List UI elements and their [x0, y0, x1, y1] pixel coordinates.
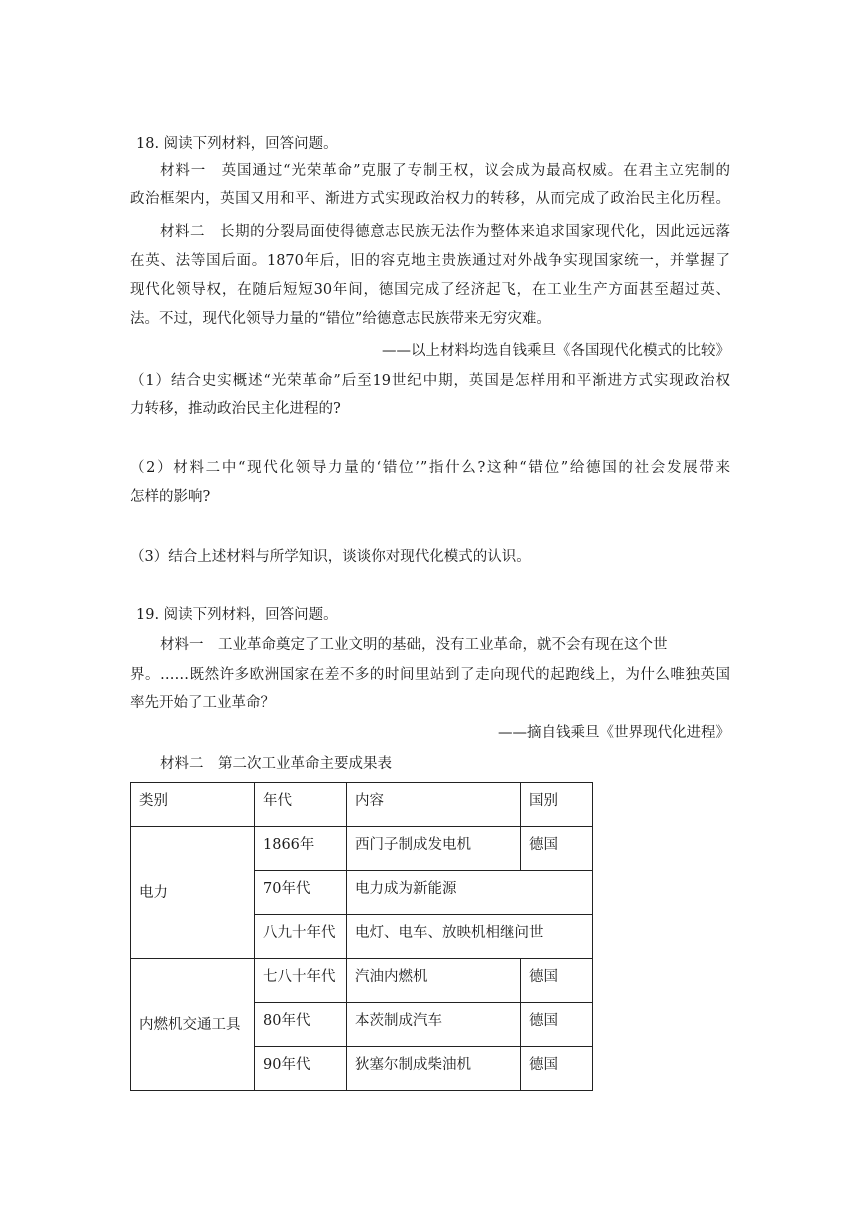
q18-subquestion-2-line1: （2）材料二中“现代化领导力量的‘错位’”指什么?这种“错位”给德国的社会发展带来 [130, 460, 730, 476]
q18-material1-line2: 政治框架内，英国又用和平、渐进方式实现政治权力的转移，从而完成了政治民主化历程。 [130, 191, 730, 207]
content-cell: 电灯、电车、放映机相继问世 [347, 915, 593, 959]
country-cell: 德国 [521, 1003, 593, 1047]
content-cell: 本茨制成汽车 [347, 1003, 521, 1047]
header-era: 年代 [255, 783, 347, 827]
era-cell: 80年代 [255, 1003, 347, 1047]
q18-material2-line4: 法。不过，现代化领导力量的“错位”给德意志民族带来无穷灾难。 [130, 311, 551, 327]
q18-material2-line2: 在英、法等国后面。1870年后，旧的容克地主贵族通过对外战争实现国家统一，并掌握了 [130, 253, 730, 269]
q19-material2-title: 材料二 第二次工业革命主要成果表 [160, 756, 392, 772]
q18-subquestion-1-line2: 力转移，推动政治民主化进程的? [130, 401, 341, 417]
header-category: 类别 [131, 783, 255, 827]
era-cell: 70年代 [255, 871, 347, 915]
q18-material2-line1: 材料二 长期的分裂局面使得德意志民族无法作为整体来追求国家现代化，因此远远落 [160, 224, 730, 240]
q18-material2-line3: 现代化领导权，在随后短短30年间，德国完成了经济起飞，在工业生产方面甚至超过英、 [130, 282, 730, 298]
q19-material1-line3: 率先开始了工业革命？ [130, 695, 275, 711]
table-row [131, 827, 593, 871]
country-cell: 德国 [521, 1047, 593, 1091]
era-cell: 90年代 [255, 1047, 347, 1091]
q18-material1-line1: 材料一 英国通过“光荣革命”克服了专制王权，议会成为最高权威。在君主立宪制的 [160, 163, 730, 179]
content-cell: 狄塞尔制成柴油机 [347, 1047, 521, 1091]
table-header-row [131, 783, 593, 827]
q19-material1-line1: 材料一 工业革命奠定了工业文明的基础，没有工业革命，就不会有现在这个世 [160, 637, 668, 653]
era-cell: 1866年 [255, 827, 347, 871]
q18-subquestion-1-line1: （1）结合史实概述“光荣革命”后至19世纪中期，英国是怎样用和平渐进方式实现政治权 [130, 373, 730, 389]
content-cell: 汽油内燃机 [347, 959, 521, 1003]
country-cell: 德国 [521, 959, 593, 1003]
q18-heading: 18. 阅读下列材料，回答问题。 [136, 136, 338, 152]
results-table [130, 782, 593, 1091]
q18-subquestion-3: （3）结合上述材料与所学知识，谈谈你对现代化模式的认识。 [130, 549, 531, 565]
q18-source: ——以上材料均选自钱乘旦《各国现代化模式的比较》 [382, 343, 730, 359]
q19-material1-line2: 界。……既然许多欧洲国家在差不多的时间里站到了走向现代的起跑线上，为什么唯独英国 [130, 667, 730, 683]
country-cell: 德国 [521, 827, 593, 871]
content-cell: 西门子制成发电机 [347, 827, 521, 871]
header-country: 国别 [521, 783, 593, 827]
table-row [131, 959, 593, 1003]
era-cell: 八九十年代 [255, 915, 347, 959]
era-cell: 七八十年代 [255, 959, 347, 1003]
category-cell: 内燃机交通工具 [131, 959, 255, 1091]
header-content: 内容 [347, 783, 521, 827]
category-cell: 电力 [131, 827, 255, 959]
q19-source: ——摘自钱乘旦《世界现代化进程》 [498, 725, 730, 741]
content-cell: 电力成为新能源 [347, 871, 593, 915]
q18-subquestion-2-line2: 怎样的影响? [130, 489, 211, 505]
q19-heading: 19. 阅读下列材料，回答问题。 [136, 607, 338, 623]
